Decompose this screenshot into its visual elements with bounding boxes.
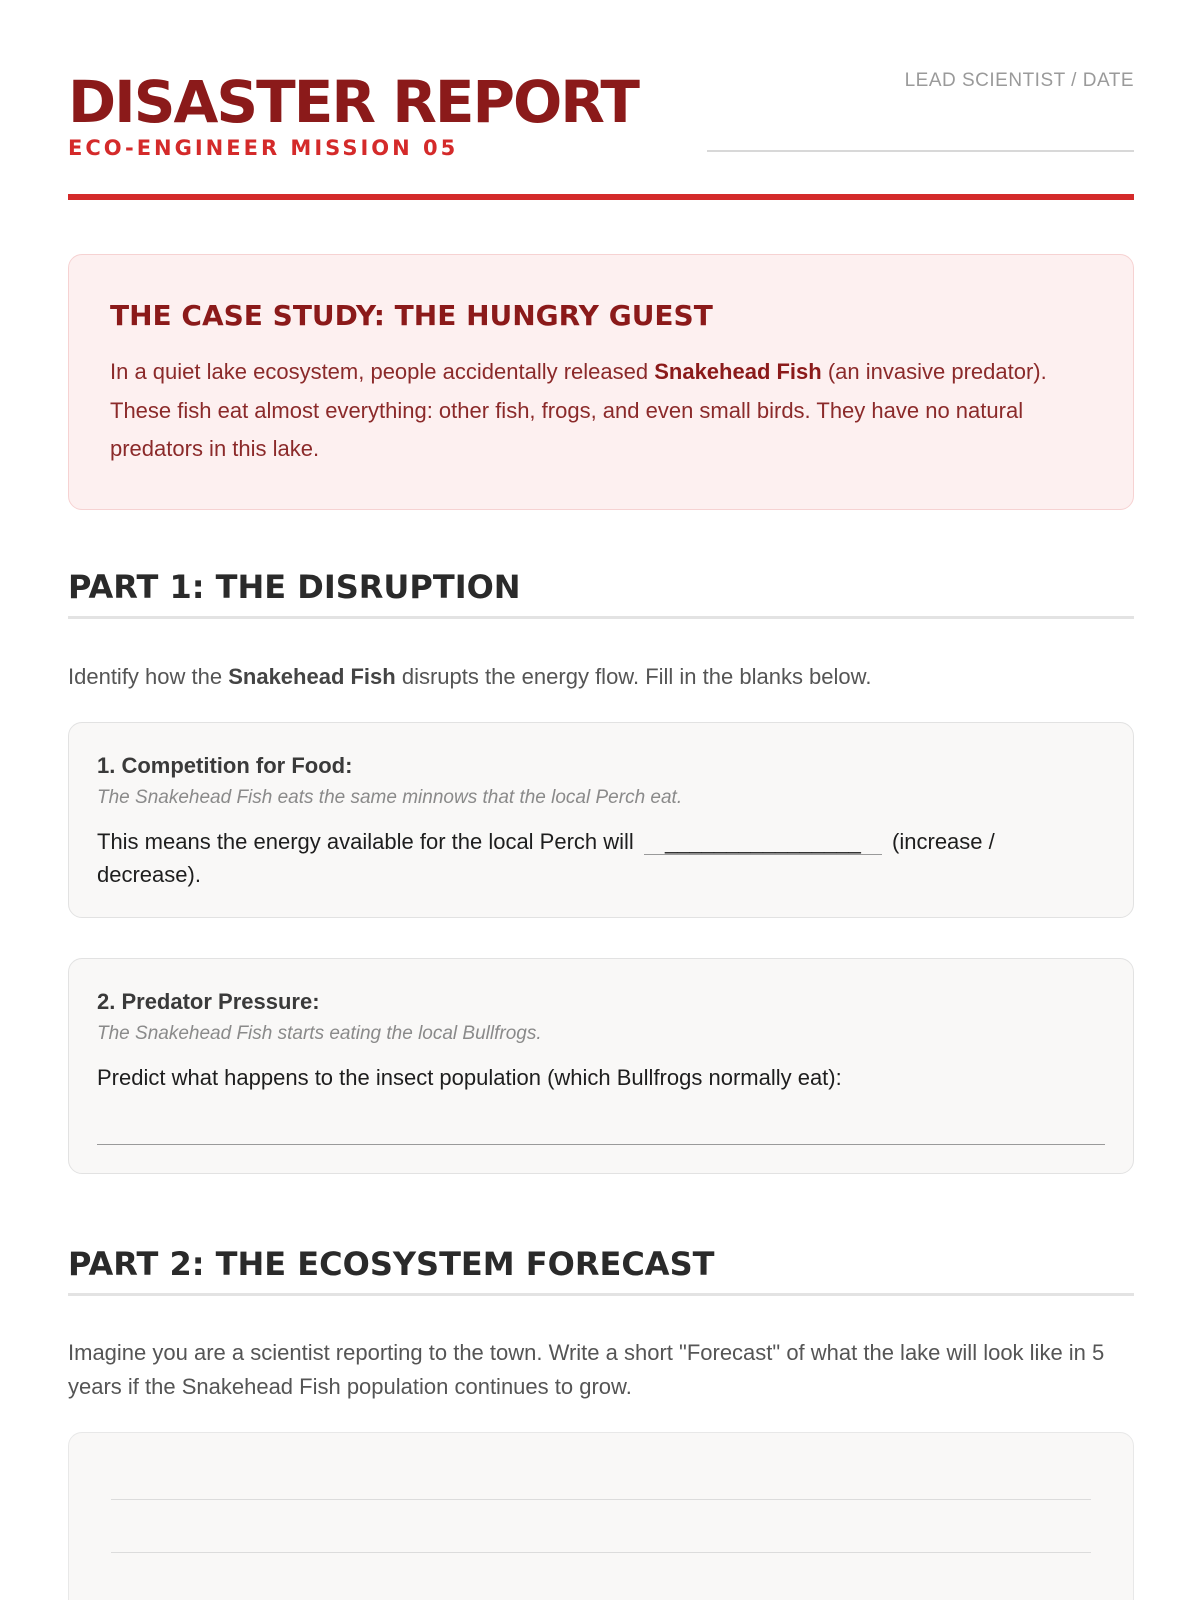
mission-subtitle: ECO-ENGINEER MISSION 05 — [68, 136, 459, 160]
question-2-label: 2. Predator Pressure: — [97, 989, 320, 1014]
lead-scientist-date-label: LEAD SCIENTIST / DATE — [904, 70, 1134, 91]
part1-intro-highlight: Snakehead Fish — [228, 664, 396, 689]
part1-heading: PART 1: THE DISRUPTION — [68, 568, 1134, 619]
report-title: DISASTER REPORT — [68, 68, 638, 136]
question-2-answer-line[interactable] — [97, 1144, 1105, 1145]
case-study-box — [68, 254, 1134, 510]
case-study-title: THE CASE STUDY: THE HUNGRY GUEST — [110, 299, 713, 332]
case-study-text — [110, 353, 1100, 469]
question-1-text-part: This means the energy available for the local Perch will — [97, 829, 640, 854]
question-1-label: 1. Competition for Food: — [97, 753, 353, 778]
case-study-text-part: (an invasive predator). These fish eat almost everything: other fish, frogs, and even small birds. They have no natural predators in this lake. — [110, 359, 1047, 461]
part2-heading: PART 2: THE ECOSYSTEM FORECAST — [68, 1245, 1134, 1296]
part1-intro — [68, 660, 1134, 694]
question-card-1 — [68, 722, 1134, 918]
question-2-text: Predict what happens to the insect population (which Bullfrogs normally eat): — [97, 1065, 842, 1090]
part1-intro-part: disrupts the energy flow. Fill in the blanks below. — [395, 664, 872, 689]
case-study-highlight: Snakehead Fish — [654, 359, 822, 384]
report-header — [68, 70, 1134, 200]
part1-intro-part: Identify how the — [68, 664, 229, 689]
question-1-note: The Snakehead Fish eats the same minnows that the local Perch eat. — [97, 787, 683, 808]
part2-intro: Imagine you are a scientist reporting to the town. Write a short "Forecast" of what the lake will look like in 5 years if the Snakehead Fish population continues to grow. — [68, 1340, 1105, 1399]
forecast-line[interactable] — [111, 1499, 1091, 1500]
question-1-text — [97, 825, 1097, 891]
forecast-line[interactable] — [111, 1552, 1091, 1553]
forecast-writing-box[interactable] — [68, 1432, 1134, 1600]
lead-scientist-date-field[interactable] — [707, 150, 1134, 152]
question-1-text-part: (increase / decrease). — [97, 829, 995, 887]
case-study-text-part: In a quiet lake ecosystem, people accidentally released — [110, 359, 655, 384]
worksheet-page — [68, 0, 1134, 1600]
question-2-note: The Snakehead Fish starts eating the local Bullfrogs. — [97, 1023, 542, 1044]
question-card-2 — [68, 958, 1134, 1174]
header-divider — [68, 194, 1134, 200]
question-1-blank-field[interactable]: ________________ — [644, 830, 882, 855]
